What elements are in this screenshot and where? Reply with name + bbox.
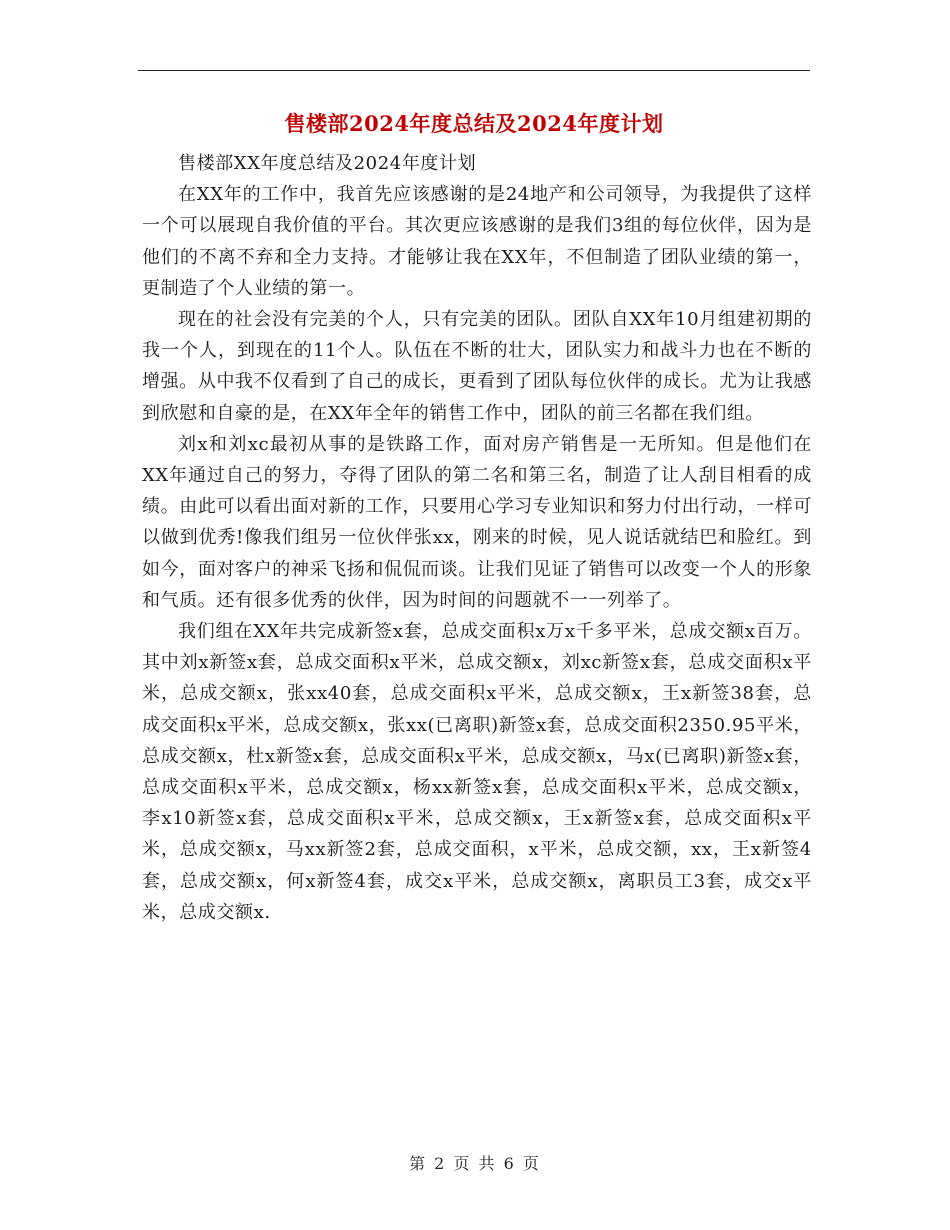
- paragraph-members: 刘x和刘xc最初从事的是铁路工作，面对房产销售是一无所知。但是他们在XX年通过自己的努力，夺得了团队的第二名和第三名，制造了让人刮目相看的成绩。由此可以看出面对新的工作，只要用心学习专业知识和努力付出行动，一样可以做到优秀!像我们组另一位伙伴张xx，刚来的时候，见人说话就结巴和脸红。到如今，面对客户的神采飞扬和侃侃而谈。让我们见证了销售可以改变一个人的形象和气质。还有很多优秀的伙伴，因为时间的问题就不一一列举了。: [142, 433, 812, 611]
- paragraph-team: 现在的社会没有完美的个人，只有完美的团队。团队自XX年10月组建初期的我一个人，到现在的11个人。队伍在不断的壮大，团队实力和战斗力也在不断的增强。从中我不仅看到了自己的成长，更看到了团队每位伙伴的成长。尤为让我感到欣慰和自豪的是，在XX年全年的销售工作中，团队的前三名都在我们组。: [142, 309, 812, 424]
- paragraph-sales-stats: 我们组在XX年共完成新签x套，总成交面积x万x千多平米，总成交额x百万。其中刘x新签x套，总成交面积x平米，总成交额x，刘xc新签x套，总成交面积x平米，总成交额x，张xx40套，总成交面积x平米，总成交额x，王x新签38套，总成交面积x平米，总成交额x，张xx(已离职)新签x套，总成交面积2350.95平米，总成交额x，杜x新签x套，总成交面积x平米，总成交额x，马x(已离职)新签x套，总成交面积x平米，总成交额x，杨xx新签x套，总成交面积x平米，总成交额x，李x10新签x套，总成交面积x平米，总成交额x，王x新签x套，总成交面积x平米，总成交额x，马xx新签2套，总成交面积，x平米，总成交额，xx，王x新签4套，总成交额x，何x新签4套，成交x平米，总成交额x，离职员工3套，成交x平米，总成交额x.: [142, 621, 812, 923]
- paragraph-subtitle: 售楼部XX年度总结及2024年度计划: [178, 153, 477, 174]
- paragraph-intro: 在XX年的工作中，我首先应该感谢的是24地产和公司领导，为我提供了这样一个可以展现自我价值的平台。其次更应该感谢的是我们3组的每位伙伴，因为是他们的不离不弃和全力支持。才能够让我在XX年，不但制造了团队业绩的第一，更制造了个人业绩的第一。: [142, 184, 812, 299]
- document-body: [142, 148, 812, 928]
- document-title: 售楼部2024年度总结及2024年度计划: [284, 111, 664, 136]
- header-rule: [138, 70, 810, 71]
- page-number: 第 2 页 共 6 页: [409, 1154, 541, 1173]
